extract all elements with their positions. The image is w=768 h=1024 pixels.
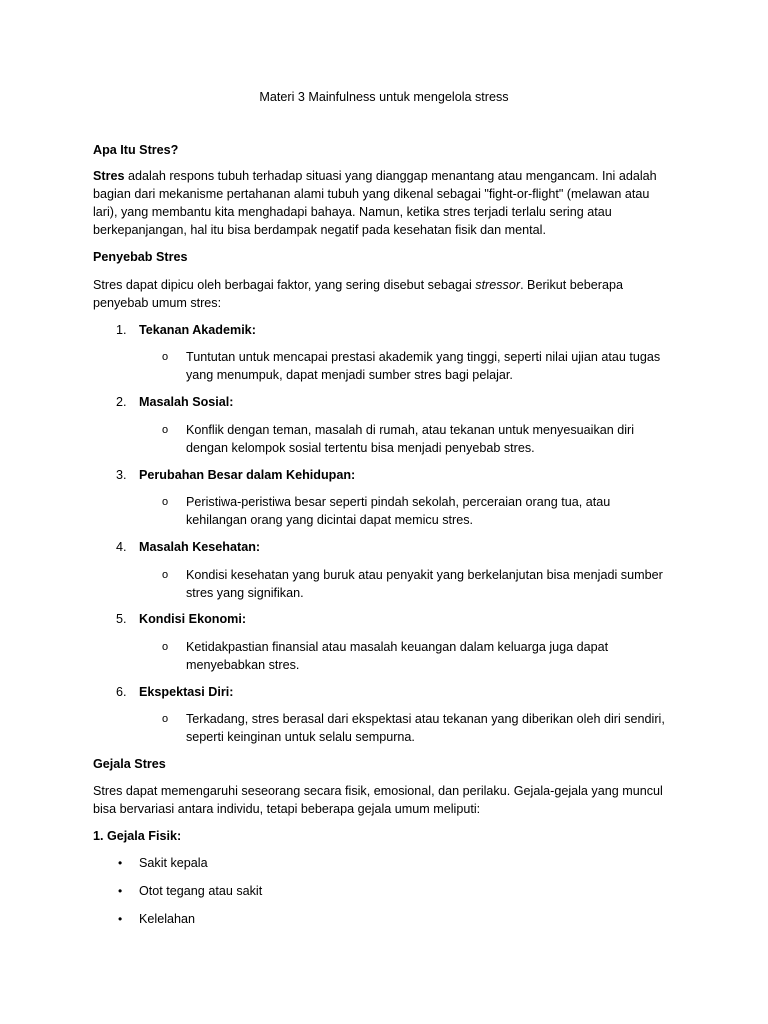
list-number: 3. <box>116 468 127 482</box>
term-stressor: stressor <box>475 278 521 292</box>
list-item-label: Kondisi Ekonomi: <box>139 612 247 626</box>
circle-bullet-icon: o <box>162 641 169 653</box>
paragraph-line: bagian dari mekanisme pertahanan alami tubuh yang dikenal sebagai "fight-or-flight" (melawan atau <box>93 187 650 201</box>
list-item-label: Perubahan Besar dalam Kehidupan: <box>139 468 356 482</box>
document-title: Materi 3 Mainfulness untuk mengelola stress <box>259 90 509 104</box>
paragraph-line: penyebab umum stres: <box>93 296 222 310</box>
section-heading-apa-itu-stres: Apa Itu Stres? <box>93 143 179 157</box>
list-number: 1. <box>116 323 127 337</box>
paragraph-line <box>93 167 657 185</box>
paragraph-text: . Berikut beberapa <box>520 278 623 292</box>
list-item-label: Masalah Kesehatan: <box>139 540 261 554</box>
bullet-text: Sakit kepala <box>139 856 208 870</box>
section-heading-gejala-stres: Gejala Stres <box>93 757 166 771</box>
paragraph-text: Stres dapat dipicu oleh berbagai faktor, yang sering disebut sebagai <box>93 278 476 292</box>
list-item-text: yang menumpuk, dapat menjadi sumber stres bagi pelajar. <box>186 368 513 382</box>
list-item-label: Ekspektasi Diri: <box>139 685 234 699</box>
list-item-text: kehilangan orang yang dicintai dapat memicu stres. <box>186 513 474 527</box>
term-stres: Stres <box>93 169 125 183</box>
paragraph-line: Stres dapat memengaruhi seseorang secara fisik, emosional, dan perilaku. Gejala-gejala yang muncul <box>93 784 663 798</box>
section-heading-penyebab-stres: Penyebab Stres <box>93 250 188 264</box>
paragraph-line: bisa bervariasi antara individu, tetapi beberapa gejala umum meliputi: <box>93 802 481 816</box>
list-number: 2. <box>116 395 127 409</box>
list-number: 4. <box>116 540 127 554</box>
paragraph-line: berkepanjangan, hal itu bisa berdampak negatif pada kesehatan fisik dan mental. <box>93 223 546 237</box>
circle-bullet-icon: o <box>162 424 169 436</box>
paragraph-text: adalah respons tubuh terhadap situasi yang dianggap menantang atau mengancam. Ini adalah <box>124 169 657 183</box>
circle-bullet-icon: o <box>162 496 169 508</box>
paragraph-line <box>93 276 623 294</box>
list-item-label: Tekanan Akademik: <box>139 323 256 337</box>
list-item-text: dengan kelompok sosial tertentu bisa menjadi penyebab stres. <box>186 441 535 455</box>
bullet-icon: • <box>118 884 123 898</box>
bullet-text: Otot tegang atau sakit <box>139 884 263 898</box>
circle-bullet-icon: o <box>162 569 169 581</box>
paragraph-line: lari), yang membantu kita menghadapi bahaya. Namun, ketika stres terjadi terlalu sering atau <box>93 205 612 219</box>
list-item-text: Konflik dengan teman, masalah di rumah, atau tekanan untuk menyesuaikan diri <box>186 423 635 437</box>
list-item-text: stres yang signifikan. <box>186 586 304 600</box>
list-item-text: Ketidakpastian finansial atau masalah keuangan dalam keluarga juga dapat <box>186 640 609 654</box>
list-number: 6. <box>116 685 127 699</box>
bullet-icon: • <box>118 912 123 926</box>
list-item-text: seperti keinginan untuk selalu sempurna. <box>186 730 415 744</box>
list-item-label: Masalah Sosial: <box>139 395 234 409</box>
bullet-icon: • <box>118 856 123 870</box>
list-number: 5. <box>116 612 127 626</box>
list-item-text: Tuntutan untuk mencapai prestasi akademik yang tinggi, seperti nilai ujian atau tugas <box>186 350 661 364</box>
sub-heading-gejala-fisik: 1. Gejala Fisik: <box>93 829 182 843</box>
list-item-text: Peristiwa-peristiwa besar seperti pindah sekolah, perceraian orang tua, atau <box>186 495 611 509</box>
circle-bullet-icon: o <box>162 351 169 363</box>
list-item-text: Kondisi kesehatan yang buruk atau penyakit yang berkelanjutan bisa menjadi sumber <box>186 568 663 582</box>
list-item-text: menyebabkan stres. <box>186 658 300 672</box>
list-item-text: Terkadang, stres berasal dari ekspektasi atau tekanan yang diberikan oleh diri sendiri, <box>186 712 665 726</box>
circle-bullet-icon: o <box>162 713 169 725</box>
bullet-text: Kelelahan <box>139 912 196 926</box>
